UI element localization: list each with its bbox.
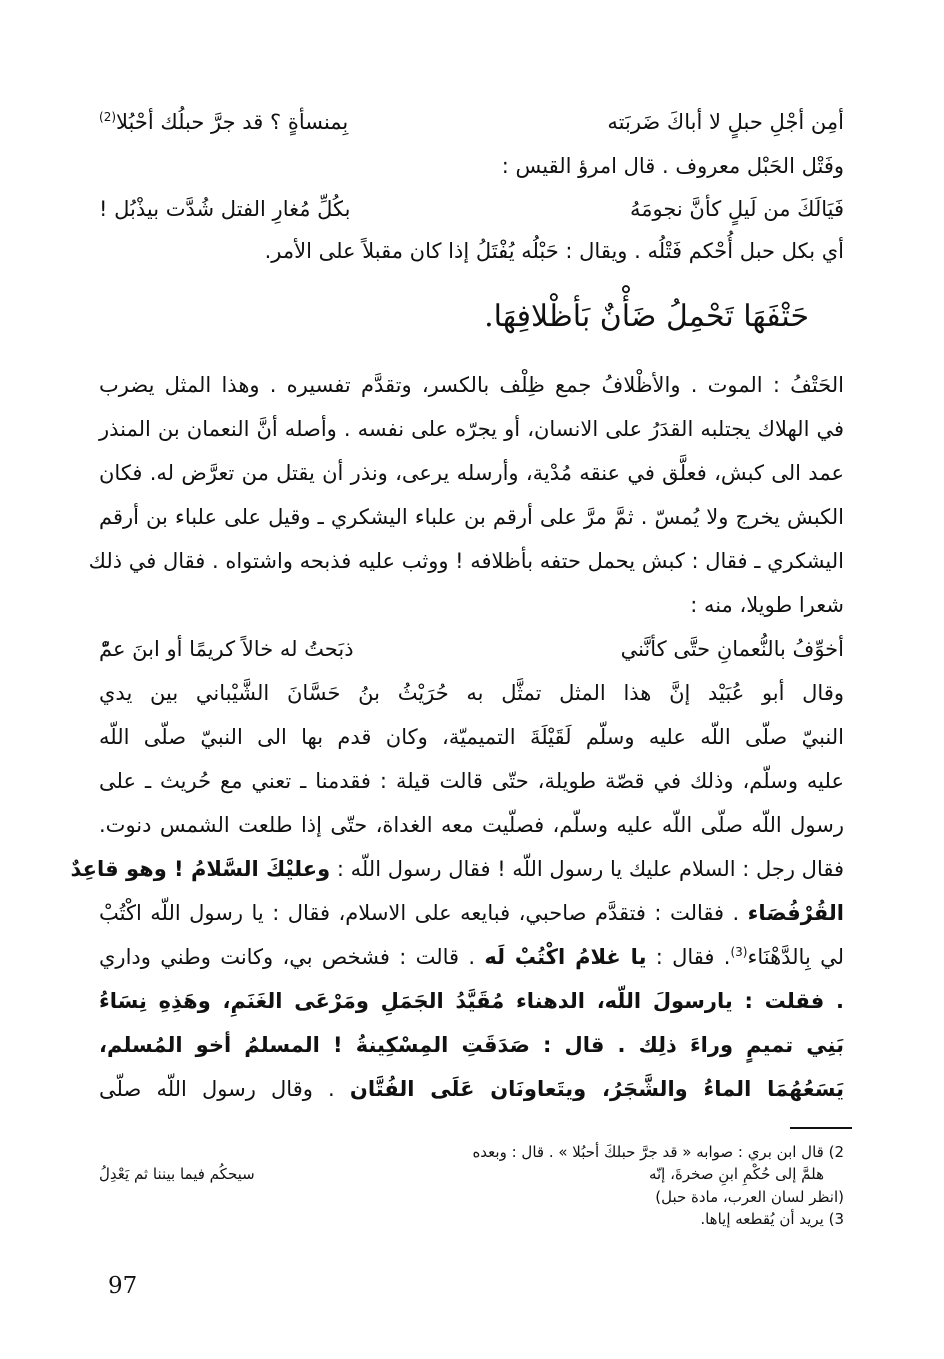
footnote-2: 2) قال ابن بري : صوابه « قد جرَّ حبلكَ أحبُلا » . قال : وبعده — [472, 1143, 844, 1161]
proverb-heading: حَتْفَهَا تَحْمِلُ ضَأْنٌ بَأظْلافِهَا. — [484, 299, 809, 334]
verse-1-second-hemistich — [99, 103, 348, 141]
story-line-bold: وعليْكَ السَّلامُ ! وهو قاعِدٌ — [70, 857, 331, 881]
verse-3-second-hemistich: ذبَحتُ له خالاً كريمًا أو ابنَ عمّْ — [99, 637, 354, 661]
page-number: 97 — [108, 1273, 138, 1299]
story-line-bold: بَنِي تميمٍ وراءَ ذلِك . قال : صَدَقَتِ المِسْكِينةُ ! المسلمُ أخو المُسلم، — [99, 1033, 844, 1057]
story-line-plain: . فقالت : فتقدَّم صاحبي، فبايعه على الاسلام، فقال : يا رسول اللّه اكْتُبْ — [99, 901, 748, 925]
story-line — [99, 1070, 844, 1108]
body-line: الحَتْفُ : الموت . والأظْلافُ جمع ظِلْف بالكسر، وتقدَّم تفسيره . وهذا المثل يضرب — [99, 373, 844, 397]
footnote-ref-3: (3) — [730, 945, 748, 959]
story-line-plain: . فقال : — [646, 945, 731, 969]
verse-2-second-hemistich: بكُلِّ مُغارِ الفتل شُدَّت بيذْبُل ! — [99, 197, 351, 221]
verse-line-3 — [99, 630, 844, 668]
footnote-2-source: (انظر لسان العرب، مادة حبل) — [655, 1188, 844, 1206]
story-line-plain: . قالت : فشخص بي، وكانت وطني وداري — [99, 945, 485, 969]
verse-2-first-hemistich: فَيَالَكَ من لَيلٍ كأنَّ نجومَهُ — [629, 197, 844, 221]
body-line: في الهلاك يجتلبه القدَرُ على الانسان، أو يجرّه على نفسه . وأصله أنَّ النعمان بن المنذر — [99, 417, 844, 441]
story-line-bold: القُرْفُصَاء — [747, 901, 844, 925]
story-line-bold: يا غلامُ اكْتُبْ لَه — [484, 945, 647, 969]
footnote-verse-first-hemistich: هلمَّ إلى حُكْمِ ابنِ صخرةَ، إنّه — [648, 1165, 824, 1183]
body-line: اليشكري ـ فقال : كبش يحمل حتفه بأظلافه ! ووثب عليه فذبحه واشتواه . فقال في ذلك — [88, 549, 844, 573]
story-line: عليه وسلّم، وذلك في قصّة طويلة، حتّى قالت قيلة : فقدمنا ـ تعني مع حُريث ـ على — [99, 769, 844, 793]
verse-1-first-hemistich-text: أمِن أجْلِ حبلٍ لا أباكَ ضَربَته — [607, 110, 844, 134]
story-line — [99, 938, 844, 976]
footnote-3: 3) يريد أن يُقطعه إياها. — [700, 1210, 844, 1228]
verse-1-first-hemistich — [607, 103, 844, 141]
story-line-plain: فقال رجل : السلام عليك يا رسول اللّه ! فقال رسول اللّه : — [330, 857, 844, 881]
story-line — [99, 894, 844, 932]
footnote-separator — [790, 1127, 852, 1129]
text-line: وفَتْل الحَبْل معروف . قال امرؤ القيس : — [501, 154, 844, 178]
verse-1-second-hemistich-text: بِمنسأةٍ ؟ قد جرَّ حبلُك أحْبُلا — [116, 110, 349, 134]
story-line-bold: يَسَعُهُمَا الماءُ والشَّجَرُ، ويتَعاونَان عَلَى الفُتَّان — [349, 1077, 844, 1101]
verse-line-2 — [99, 190, 844, 228]
footnote-2-verse — [99, 1164, 844, 1184]
story-line: النبيّ صلّى اللّه عليه وسلّم لَقَيْلَةَ التميميّة، وكان قدم بها الى النبيّ صلّى اللّه — [99, 725, 844, 749]
text-line: أي بكل حبل أُحْكم فَتْلُه . ويقال : حَبْلُه يُفْتَلُ إذا كان مقبلاً على الأمر. — [264, 239, 844, 263]
body-line: الكبش يخرج ولا يُمسّ . ثمَّ مرَّ على أرقم بن علباء اليشكري ـ وقيل على علباء بن أرقم — [99, 505, 844, 529]
story-line: رسول اللّه صلّى اللّه عليه وسلّم، فصلّيت معه الغداة، حتّى إذا طلعت الشمس دنوت. — [99, 813, 844, 837]
story-line — [70, 850, 844, 888]
verse-3-first-hemistich: أخوِّفُ بالنُّعمانِ حتَّى كأنَّني — [620, 637, 844, 661]
story-line: وقال أبو عُبَيْد إنَّ هذا المثل تمثَّل به حُرَيْثُ بنُ حَسَّانَ الشَّيْباني بين يدي — [99, 681, 844, 705]
body-line: شعرا طويلا، منه : — [690, 593, 844, 617]
story-line-bold: . فقلت : يارسولَ اللّه، الدهناء مُقَيَّدُ الجَمَلِ ومَرْعَى الغَنَمِ، وهَذِهِ نِسَاءُ — [99, 989, 844, 1013]
story-line-plain: . وقال رسول اللّه صلّى — [99, 1077, 350, 1101]
footnote-verse-second-hemistich: سيحكُم فيما بيننا ثم يَعْدِلُ — [99, 1165, 255, 1183]
verse-line-1 — [99, 103, 844, 141]
footnote-ref-2: (2) — [99, 110, 117, 124]
story-line-plain: لي بِالدَّهْنَاء — [747, 945, 844, 969]
body-line: عمد الى كبش، فعلَّق في عنقه مُدْية، وأرسله يرعى، ونذر أن يقتل من تعرَّض له. فكان — [99, 461, 844, 485]
